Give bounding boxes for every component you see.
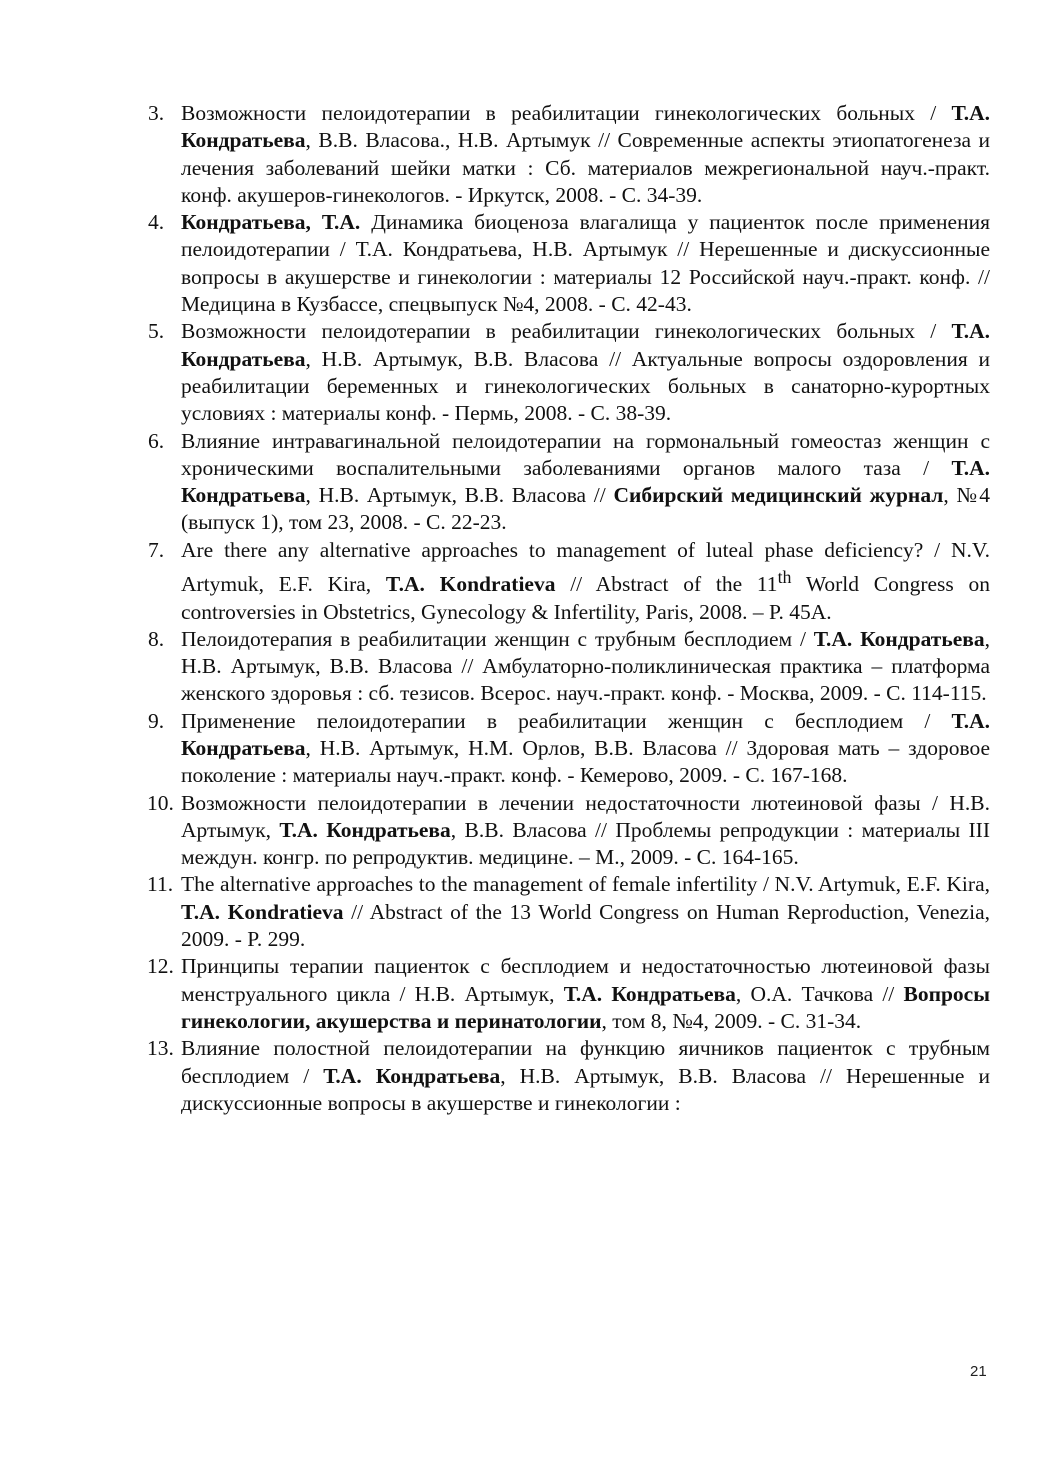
reference-text: Динамика биоценоза влагалища у пациенток после применения пелоидотерапии / Т.А. Кондратьева, Н.В. Артымук // Нерешенные и дискуссионные вопросы в акушерстве и гинекологии : материалы 12 Российской науч.-практ. конф. // Медицина в Кузбассе, спецвыпуск №4, 2008. - С. 42-43. <box>181 210 991 317</box>
reference-text: , В.В. Власова., Н.В. Артымук // Современные аспекты этиопатогенеза и лечения заболеваний шейки матки : Сб. материалов межрегиональной науч.-практ. конф. акушеров-гинекологов. - Иркутск, 2008. - С. 34-39. <box>181 128 990 207</box>
reference-bold-text: Сибирский медицинский журнал <box>613 483 944 508</box>
reference-text: Применение пелоидотерапии в реабилитации женщин с бесплодием / <box>181 708 952 733</box>
reference-item <box>148 318 990 427</box>
reference-text: Принципы терапии пациенток с бесплодием и недостаточностью лютеиновой фазы менструального цикла / Н.В. Артымук, <box>181 954 990 1006</box>
reference-text: , О.А. Тачкова // <box>735 981 904 1006</box>
reference-text: The alternative approaches to the management of female infertility / N.V. Artymuk, E.F. Kira, <box>181 872 990 897</box>
reference-item <box>148 626 991 708</box>
reference-text: , В.В. Власова // Проблемы репродукции : материалы III междун. конгр. по репродуктив. медицине. – М., 2009. - С. 164-165. <box>181 817 991 870</box>
reference-number: 10. <box>147 790 174 815</box>
reference-text: Возможности пелоидотерапии в реабилитации гинекологических больных / <box>181 101 952 125</box>
reference-bold-text: Т.А. Кондратьева <box>181 455 990 508</box>
reference-item <box>147 1035 990 1117</box>
reference-bold-text: Кондратьева, Т.А. <box>181 210 361 235</box>
reference-bold-text: Т.А. Кондратьева <box>181 319 990 371</box>
reference-list <box>0 100 1039 1117</box>
reference-bold-text: Вопросы гинекологии, акушерства и перинатологии <box>181 981 991 1033</box>
reference-text: Возможности пелоидотерапии в реабилитации гинекологических больных / <box>181 319 952 344</box>
reference-text: , №4 (выпуск 1), том 23, 2008. - С. 22-23. <box>181 483 991 535</box>
reference-text: , Н.В. Артымук, В.В. Власова // Нерешенные и дискуссионные вопросы в акушерстве и гинекологии : <box>181 1063 990 1115</box>
reference-bold-text: Т.А. Кондратьева <box>563 981 736 1006</box>
reference-text: , Н.В. Артымук, В.В. Власова // <box>305 483 614 508</box>
reference-text: Возможности пелоидотерапии в лечении недостаточности лютеиновой фазы / Н.В. Артымук, <box>181 790 990 842</box>
reference-bold-text: Т.А. Кондратьева <box>279 817 451 842</box>
reference-number: 13. <box>147 1036 174 1061</box>
reference-bold-text: Т.А. Кондратьева <box>813 626 985 651</box>
reference-item <box>147 953 991 1035</box>
reference-number: 5. <box>148 319 165 344</box>
reference-number: 7. <box>148 537 165 562</box>
reference-item <box>148 100 990 209</box>
reference-text: Влияние интравагинальной пелоидотерапии на гормональный гомеостаз женщин с хроническими воспалительными заболеваниями органов малого таза / <box>181 428 990 480</box>
reference-item <box>148 209 991 318</box>
reference-bold-text: T.A. Kondratieva <box>385 572 556 597</box>
reference-item <box>147 871 990 953</box>
reference-text: Влияние полостной пелоидотерапии на функцию яичников пациенток с трубным бесплодием / <box>181 1036 990 1088</box>
reference-number: 4. <box>148 210 165 235</box>
reference-text: , том 8, №4, 2009. - С. 31-34. <box>601 1008 862 1033</box>
reference-bold-text: T.A. Kondratieva <box>181 899 344 924</box>
page-number: 21 <box>970 1363 987 1380</box>
reference-number: 3. <box>148 101 165 125</box>
reference-number: 9. <box>148 708 165 733</box>
reference-number: 12. <box>147 954 174 979</box>
reference-item <box>147 790 991 872</box>
reference-number: 11. <box>147 872 174 897</box>
reference-bold-text: Т.А. Кондратьева <box>323 1063 501 1088</box>
reference-text: , Н.В. Артымук, Н.М. Орлов, В.В. Власова // Здоровая мать – здоровое поколение : материалы науч.-практ. конф. - Кемерово, 2009. - С. 167-168. <box>181 735 990 788</box>
reference-item <box>148 537 990 626</box>
reference-number: 8. <box>148 626 165 651</box>
reference-bold-text: Т.А. Кондратьева <box>181 101 990 153</box>
reference-text: th <box>777 567 792 588</box>
reference-text: // Abstract of the 11 <box>555 572 778 597</box>
reference-text: , Н.В. Артымук, В.В. Власова // Амбулаторно-поликлиническая практика – платформа женского здоровья : сб. тезисов. Всерос. науч.-практ. конф. - Москва, 2009. - С. 114-115. <box>181 626 991 706</box>
reference-text: // Abstract of the 13 World Congress on Human Reproduction, Venezia, 2009. - P. 299. <box>181 899 990 952</box>
reference-text: World Congress on controversies in Obstetrics, Gynecology & Infertility, Paris, 2008. – P. 45A. <box>181 572 990 624</box>
reference-item <box>148 708 990 790</box>
reference-text: Are there any alternative approaches to management of luteal phase deficiency? / N.V. Artymuk, E.F. Kira, <box>181 537 990 597</box>
reference-bold-text: Т.А. Кондратьева <box>181 708 990 760</box>
reference-item <box>148 428 991 537</box>
reference-text: Пелоидотерапия в реабилитации женщин с трубным бесплодием / <box>181 626 814 651</box>
reference-number: 6. <box>148 428 165 453</box>
reference-text: , Н.В. Артымук, В.В. Власова // Актуальные вопросы оздоровления и реабилитации беременных и гинекологических больных в санаторно-курортных условиях : материалы конф. - Пермь, 2008. - С. 38-39. <box>181 346 990 426</box>
